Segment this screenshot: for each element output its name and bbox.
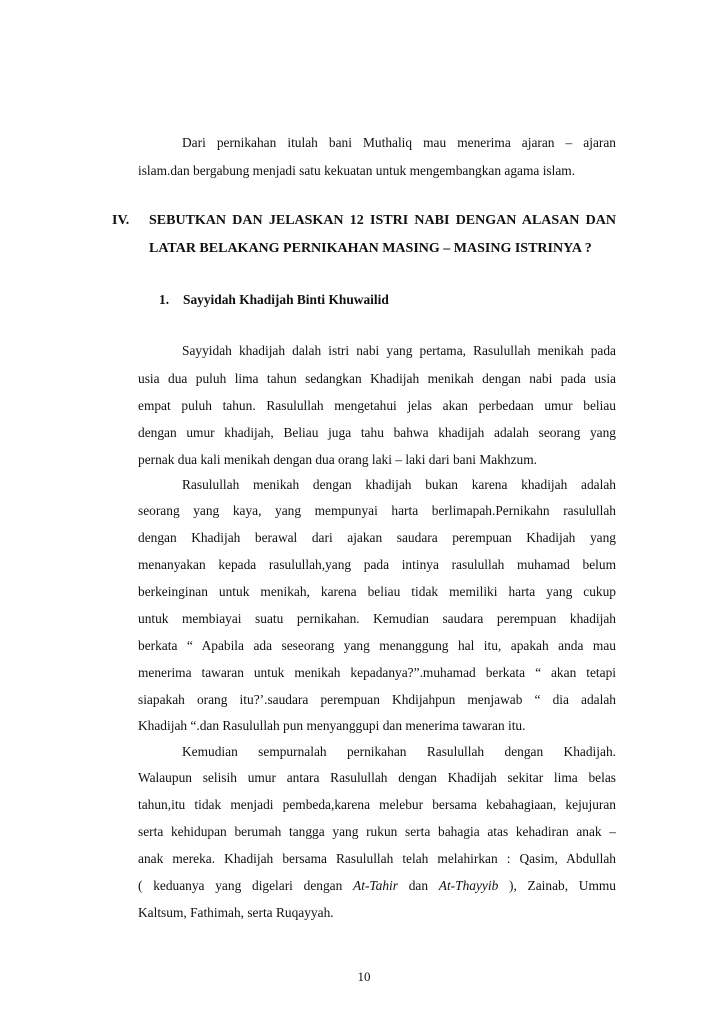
paragraph-3-line-3: tahun,itu tidak menjadi pembeda,karena melebur bersama kebahagiaan, kejujuran — [138, 797, 616, 812]
paragraph-3-line-2: Walaupun selisih umur antara Rasulullah dengan Khadijah sekitar lima belas — [138, 770, 616, 785]
paragraph-2-line-4: menanyakan kepada rasulullah,yang pada intinya rasulullah muhamad belum — [138, 557, 616, 572]
section-numeral: IV. — [112, 213, 130, 228]
paragraph-3-line-6 — [138, 877, 616, 895]
paragraph-1-line-3: empat puluh tahun. Rasulullah mengetahui jelas akan perbedaan umur beliau — [138, 398, 616, 413]
intro-line-1: Dari pernikahan itulah bani Muthaliq mau menerima ajaran – ajaran — [182, 135, 616, 150]
paragraph-2-line-3: dengan Khadijah berawal dari ajakan saudara perempuan Khadijah yang — [138, 530, 616, 545]
section-title-line-1: SEBUTKAN DAN JELASKAN 12 ISTRI NABI DENGAN ALASAN DAN — [149, 213, 616, 228]
paragraph-2-line-5: berkeinginan untuk menikah, karena beliau tidak memiliki harta yang cukup — [138, 584, 616, 599]
paragraph-3-line-4: serta kehidupan berumah tangga yang rukun serta bahagia atas kehadiran anak – — [138, 824, 616, 839]
paragraph-3-line-1: Kemudian sempurnalah pernikahan Rasulullah dengan Khadijah. — [182, 744, 616, 759]
paragraph-1-line-1: Sayyidah khadijah dalah istri nabi yang pertama, Rasulullah menikah pada — [182, 343, 616, 358]
paragraph-1-line-5: pernak dua kali menikah dengan dua orang laki – laki dari bani Makhzum. — [138, 452, 537, 467]
paragraph-3-line-6-after: ), Zainab, Ummu — [498, 878, 616, 893]
paragraph-2-line-9: siapakah orang itu?’.saudara perempuan Khdijahpun menjawab “ dia adalah — [138, 692, 616, 707]
paragraph-2-line-8: menerima tawaran untuk menikah kepadanya?”.muhamad berkata “ akan tetapi — [138, 665, 616, 680]
paragraph-2-line-7: berkata “ Apabila ada seseorang yang menanggung hal itu, apakah anda mau — [138, 638, 616, 653]
intro-line-2: islam.dan bergabung menjadi satu kekuatan untuk mengembangkan agama islam. — [138, 163, 576, 178]
subsection-number: 1. — [159, 292, 170, 307]
paragraph-3-line-6-before: ( keduanya yang digelari dengan — [138, 878, 354, 893]
section-title-line-2: LATAR BELAKANG PERNIKAHAN MASING – MASING ISTRINYA ? — [149, 241, 592, 256]
term-at-tahir: At-Tahir — [353, 878, 398, 893]
page-number: 10 — [357, 969, 371, 984]
term-at-thayyib: At-Thayyib — [438, 878, 499, 893]
paragraph-2-line-6: untuk membiayai suatu pernikahan. Kemudian saudara perempuan khadijah — [138, 611, 616, 626]
paragraph-3-line-7: Kaltsum, Fathimah, serta Ruqayyah. — [138, 905, 334, 920]
subsection-title: Sayyidah Khadijah Binti Khuwailid — [183, 292, 389, 307]
paragraph-2-line-10: Khadijah “.dan Rasulullah pun menyanggupi dan menerima tawaran itu. — [138, 718, 526, 733]
paragraph-1-line-4: dengan umur khadijah, Beliau juga tahu bahwa khadijah adalah seorang yang — [138, 425, 616, 440]
paragraph-3-line-5: anak mereka. Khadijah bersama Rasulullah telah melahirkan : Qasim, Abdullah — [138, 851, 616, 866]
paragraph-1-line-2: usia dua puluh lima tahun sedangkan Khadijah menikah dengan nabi pada usia — [138, 371, 616, 386]
paragraph-3-line-6-middle: dan — [397, 878, 439, 893]
paragraph-2-line-2: seorang yang kaya, yang mempunyai harta berlimapah.Pernikahn rasulullah — [138, 503, 616, 518]
paragraph-2-line-1: Rasulullah menikah dengan khadijah bukan karena khadijah adalah — [182, 477, 616, 492]
